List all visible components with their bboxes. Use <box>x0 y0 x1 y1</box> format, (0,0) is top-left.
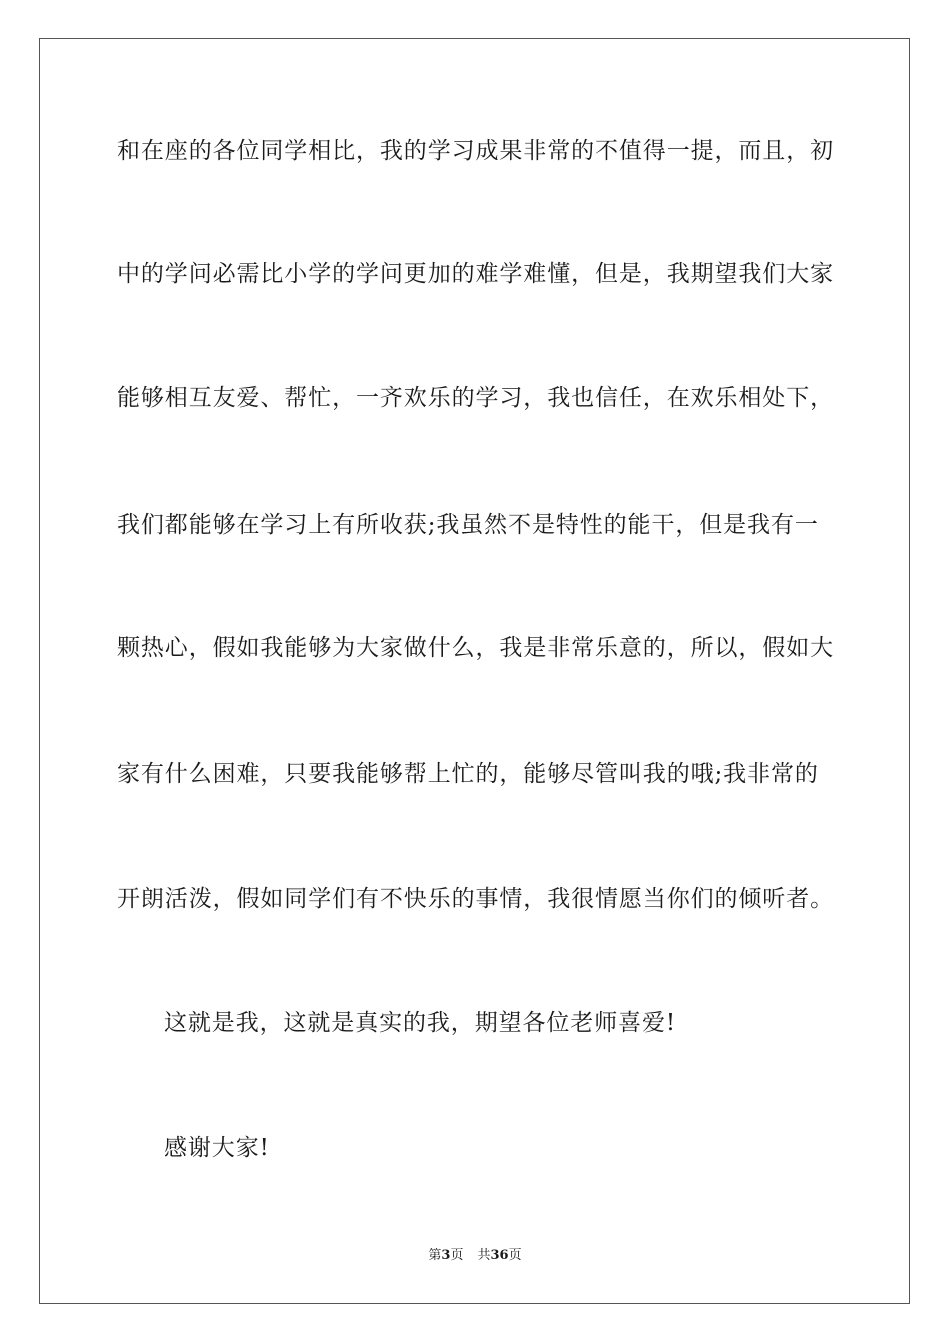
paragraph-line-6: 家有什么困难，只要我能够帮上忙的，能够尽管叫我的哦;我非常的 <box>117 761 819 787</box>
paragraph-line-2: 中的学问必需比小学的学问更加的难学难懂，但是，我期望我们大家 <box>117 261 834 287</box>
total-suffix: 页 <box>508 1248 522 1263</box>
page-total: 36 <box>490 1248 509 1263</box>
paragraph-line-7: 开朗活泼，假如同学们有不快乐的事情，我很情愿当你们的倾听者。 <box>117 886 834 912</box>
page-footer <box>0 1247 950 1265</box>
total-prefix: 共 <box>477 1248 491 1263</box>
paragraph-line-9: 感谢大家! <box>164 1135 270 1161</box>
paragraph-line-1: 和在座的各位同学相比，我的学习成果非常的不值得一提，而且，初 <box>117 138 834 164</box>
page-suffix: 页 <box>450 1248 464 1263</box>
page-prefix: 第 <box>428 1248 442 1263</box>
paragraph-line-5: 颗热心，假如我能够为大家做什么，我是非常乐意的，所以，假如大 <box>117 635 834 661</box>
paragraph-line-8: 这就是我，这就是真实的我，期望各位老师喜爱! <box>164 1010 677 1036</box>
page-current: 3 <box>441 1248 451 1263</box>
page-frame <box>39 38 910 1304</box>
paragraph-line-4: 我们都能够在学习上有所收获;我虽然不是特性的能干，但是我有一 <box>117 512 819 538</box>
paragraph-line-3: 能够相互友爱、帮忙，一齐欢乐的学习，我也信任，在欢乐相处下， <box>117 385 834 411</box>
